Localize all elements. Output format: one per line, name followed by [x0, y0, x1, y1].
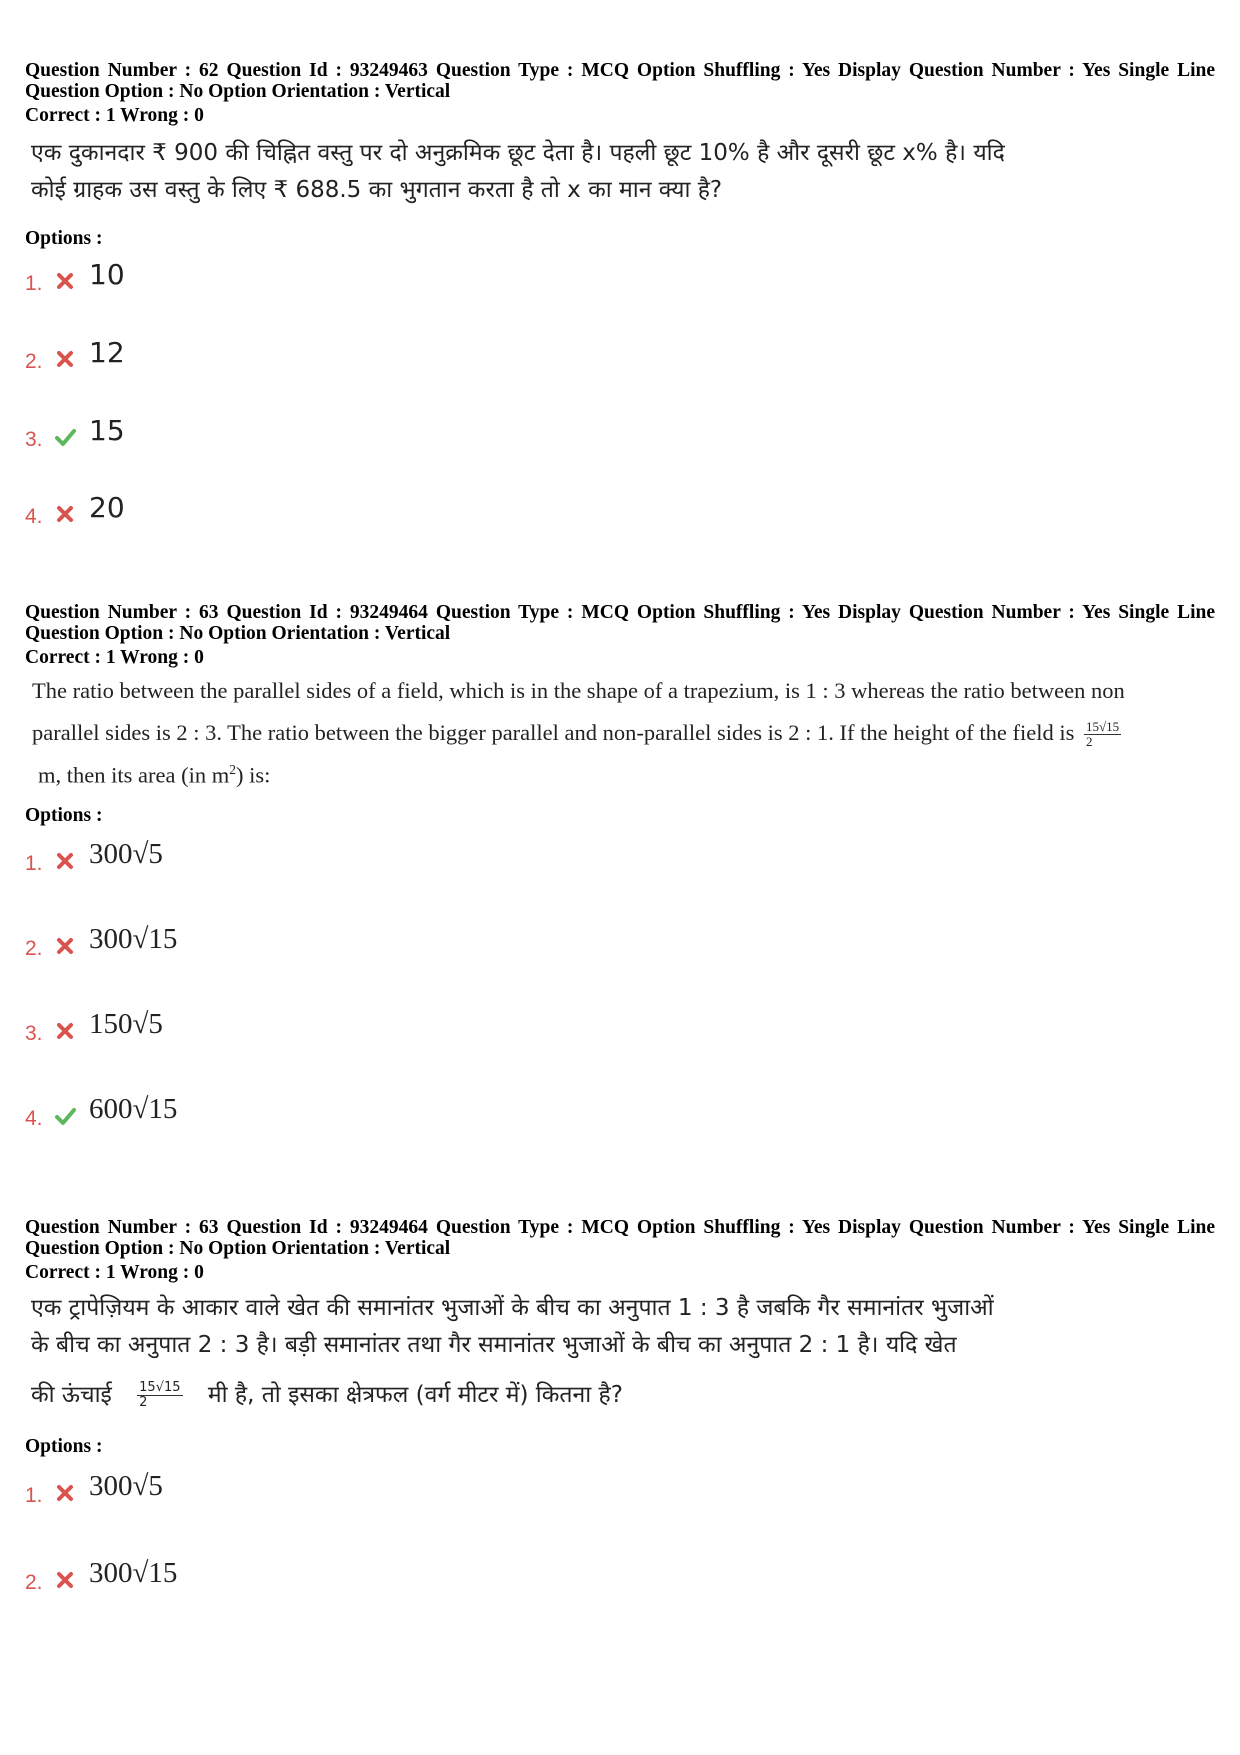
question-text-line: The ratio between the parallel sides of a field, which is in the shape of a trapezium, is 1 : 3 whereas the ratio between non: [32, 678, 1125, 703]
option-value: 300√5: [89, 838, 163, 870]
fraction-numerator: 15√15: [1086, 719, 1120, 735]
question-text-line: [31, 1368, 1215, 1422]
option-4[interactable]: [25, 491, 425, 535]
question-text-line: एक ट्रापेज़ियम के आकार वाले खेत की समानांतर भुजाओं के बीच का अनुपात 1 : 3 है जबकि गैर समानांतर भुजाओं: [31, 1295, 994, 1321]
height-fraction: [137, 1381, 182, 1410]
fraction-denominator: 2: [1086, 734, 1093, 750]
question-meta: Question Number : 62 Question Id : 93249463 Question Type : MCQ Option Shuffling : Yes Display Question Number : Yes Single Line Question Option : No Option Orientation : Vertical: [25, 60, 1215, 102]
wrong-icon: [54, 270, 76, 292]
options-list: [25, 838, 1215, 1138]
option-number: 2.: [25, 1571, 43, 1594]
option-2[interactable]: [25, 336, 425, 380]
question-text-fragment: मी है, तो इसका क्षेत्रफल (वर्ग मीटर में) कितना है?: [207, 1382, 623, 1408]
wrong-icon: [54, 935, 76, 957]
correct-icon: [54, 426, 76, 448]
option-value: 300√5: [89, 1470, 163, 1502]
wrong-icon: [54, 1020, 76, 1042]
question-block-63-en: [25, 602, 1215, 791]
option-1[interactable]: [25, 1470, 425, 1514]
wrong-icon: [54, 503, 76, 525]
option-number: 1.: [25, 1484, 43, 1507]
option-number: 2.: [25, 937, 43, 960]
superscript: 2: [229, 762, 236, 777]
question-text-line: कोई ग्राहक उस वस्तु के लिए ₹ 688.5 का भुगतान करता है तो x का मान क्या है?: [31, 177, 723, 203]
question-text-line: [32, 711, 1215, 755]
option-value: 600√15: [89, 1093, 178, 1125]
fraction-numerator: 15√15: [139, 1380, 181, 1395]
option-value: 300√15: [89, 923, 178, 955]
question-text: [31, 135, 1215, 209]
options-list: [25, 258, 1215, 538]
options-label: Options :: [25, 805, 103, 826]
option-2[interactable]: [25, 923, 425, 967]
option-3[interactable]: [25, 414, 425, 458]
wrong-icon: [54, 348, 76, 370]
option-value: 10: [89, 258, 125, 291]
option-1[interactable]: [25, 838, 425, 882]
option-2[interactable]: [25, 1557, 425, 1601]
question-text-line: एक दुकानदार ₹ 900 की चिह्नित वस्तु पर दो अनुक्रमिक छूट देता है। पहली छूट 10% है और दूसरी छूट x% है। यदि: [31, 140, 1005, 166]
option-number: 2.: [25, 350, 43, 373]
question-text-fragment: की ऊंचाई: [31, 1382, 112, 1408]
question-text-line: [38, 755, 1215, 791]
option-number: 3.: [25, 428, 43, 451]
options-list: [25, 1470, 1215, 1600]
question-meta: Question Number : 63 Question Id : 93249464 Question Type : MCQ Option Shuffling : Yes Display Question Number : Yes Single Line Question Option : No Option Orientation : Vertical: [25, 1217, 1215, 1259]
option-number: 4.: [25, 1107, 43, 1130]
option-value: 20: [89, 491, 125, 524]
wrong-icon: [54, 1569, 76, 1591]
option-number: 1.: [25, 272, 43, 295]
option-number: 4.: [25, 505, 43, 528]
option-value: 150√5: [89, 1008, 163, 1040]
correct-icon: [54, 1105, 76, 1127]
option-1[interactable]: [25, 258, 425, 302]
option-number: 1.: [25, 852, 43, 875]
question-block-63-hi: [25, 1217, 1215, 1422]
height-fraction: [1084, 720, 1121, 749]
option-value: 300√15: [89, 1557, 178, 1589]
question-meta: Question Number : 63 Question Id : 93249464 Question Type : MCQ Option Shuffling : Yes Display Question Number : Yes Single Line Question Option : No Option Orientation : Vertical: [25, 602, 1215, 644]
question-block-62: [25, 60, 1215, 209]
question-text-fragment: ) is:: [235, 762, 271, 788]
question-marks: Correct : 1 Wrong : 0: [25, 105, 204, 126]
question-text-fragment: m, then its area (in m: [38, 762, 230, 788]
options-label: Options :: [25, 1436, 103, 1457]
question-marks: Correct : 1 Wrong : 0: [25, 1262, 204, 1283]
wrong-icon: [54, 850, 76, 872]
option-3[interactable]: [25, 1008, 425, 1052]
fraction-denominator: 2: [139, 1395, 148, 1410]
question-marks: Correct : 1 Wrong : 0: [25, 647, 204, 668]
question-text: [31, 1290, 1215, 1422]
wrong-icon: [54, 1482, 76, 1504]
option-value: 12: [89, 336, 125, 369]
question-text-line: के बीच का अनुपात 2 : 3 है। बड़ी समानांतर तथा गैर समानांतर भुजाओं के बीच का अनुपात 2 : 1 है। यदि खेत: [31, 1332, 957, 1358]
question-text: [32, 675, 1215, 791]
option-value: 15: [89, 414, 125, 447]
option-4[interactable]: [25, 1093, 425, 1137]
option-number: 3.: [25, 1022, 43, 1045]
question-text-fragment: parallel sides is 2 : 3. The ratio between the bigger parallel and non-parallel sides is 2 : 1. If the height of the field is: [32, 720, 1075, 745]
options-label: Options :: [25, 228, 103, 249]
